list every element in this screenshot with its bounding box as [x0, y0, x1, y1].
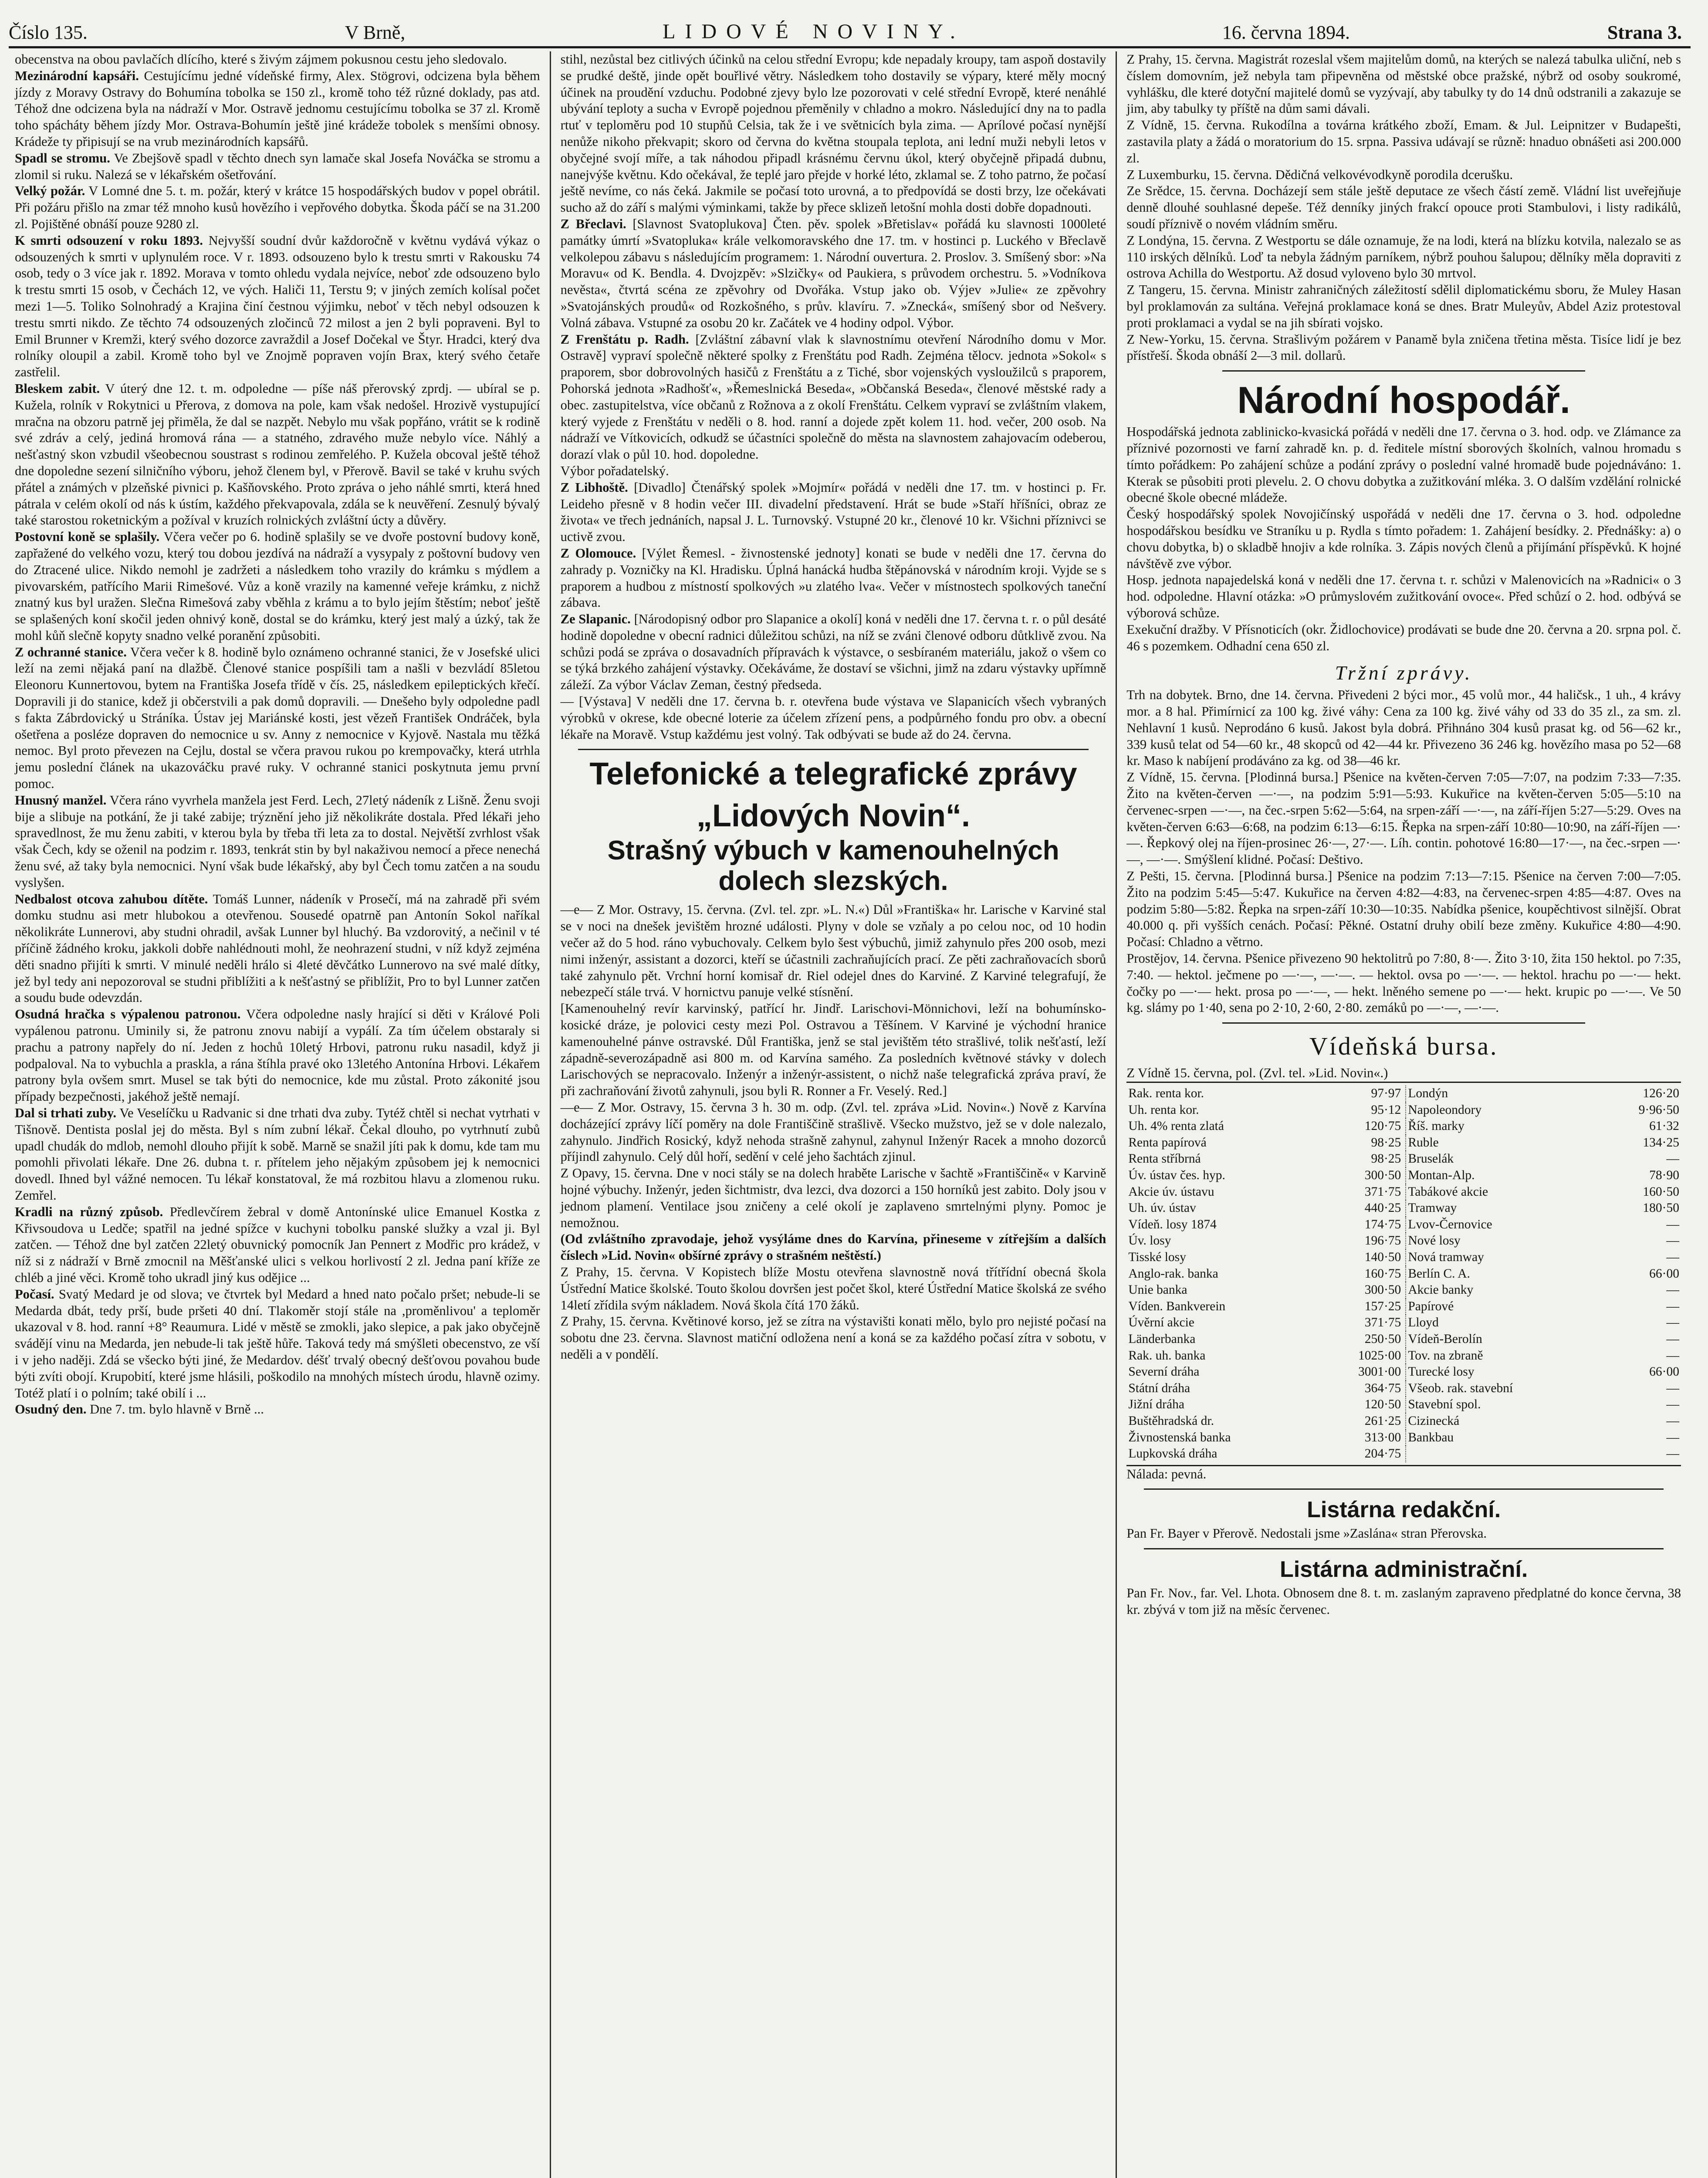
article-libhost-body: [Divadlo] Čtenářský spolek »Mojmír« pořádá v neděli dne 17. tm. v hostinci p. Fr. Leideho přesně v 8 hodin večer III. divadelní představení. Hrát se bude »Staří hříšníci, obraz ze života« ve třech jednáních, napsal J. L. Turnovský. Vstupné 20 kr., členové 10 kr. Všichni příznivci se uctivě zvou.: [560, 480, 1106, 544]
bourse-right-name: Nová tramway: [1408, 1250, 1484, 1264]
bourse-row: [1126, 1446, 1681, 1462]
article-breclav-headline: Z Břeclavi.: [560, 216, 626, 231]
article-2-body: Cestujícímu jedné vídeňské firmy, Alex. Stögrovi, odcizena byla během jízdy z Moravy Ostravy do Bohumína tobolka se 150 zl., kromě toho též různé doklady, pas atd. Téhož dne odcizena byla na nádraží v Mor. Ostravě jednomu cestujícímu tobolka se 37 zl. Kromě toho spácháty během jízdy Mor. Ostrava-Bohumín ještě jiné krádeže tobolek s menšími obnosy. Krádeže ty připisují se na vrub mezinárodních kapsářů.: [15, 68, 540, 149]
bourse-left-name: Uh. renta kor.: [1128, 1103, 1199, 1117]
bourse-left-value: 371·75: [1317, 1184, 1406, 1201]
section-divider: [578, 749, 1089, 750]
article-1: obecenstva na obou pavlačích dlícího, které s živým zájmem pokusnou cestu jeho sledovalo.: [15, 52, 507, 67]
bourse-right-value: —: [1666, 1250, 1679, 1264]
city: V Brně,: [345, 22, 406, 43]
bourse-left-name: Länderbanka: [1128, 1332, 1196, 1346]
bourse-left-value: 98·25: [1317, 1151, 1406, 1167]
bourse-row: [1126, 1167, 1681, 1184]
headline-explosion: Strašný výbuch v kamenouhelných dolech slezských.: [607, 835, 1059, 896]
article-7: [15, 529, 540, 644]
section-divider: [1144, 1488, 1664, 1490]
article-3-headline: Spadl se stromu.: [15, 150, 110, 166]
bourse-left-name: Státní dráha: [1128, 1381, 1191, 1395]
article-11-body: Včera odpoledne nasly hrající si děti v Králové Poli vypálenou patronu. Uminily si, že patronu znovu nabijí a vypálí. Za tím účelem obstaraly si prachu a patrony napřely do ní. Jeden z hochů 10letý Hrbovi, patronu ruku nasadil, když ji podpaloval. Na to vybuchla a praskla, a rána štíhla pravé oko 13letého Antonína Hrbovi. Lékařem patrony byla ovšem smrt. Musel se tak býti do nemocnice, kde mu zůstal. Proto zákonité jsou případy bezpečnosti, jakéhož ještě nemají.: [15, 1007, 540, 1104]
bourse-right-name: Stavební spol.: [1408, 1397, 1481, 1412]
bourse-row: [1126, 1430, 1681, 1446]
bourse-right-name: Tramway: [1408, 1201, 1457, 1215]
bourse-row: [1126, 1151, 1681, 1167]
bourse-right-name: Akcie banky: [1408, 1283, 1474, 1297]
bourse-row: [1126, 1233, 1681, 1249]
bourse-right-name: Londýn: [1408, 1086, 1448, 1101]
bourse-right-value: 66·00: [1649, 1266, 1679, 1281]
bourse-right-value: —: [1666, 1283, 1679, 1297]
article-9: [15, 792, 540, 891]
article-olomouc-headline: Z Olomouce.: [560, 545, 636, 561]
article-13-headline: Kradli na různý způsob.: [15, 1204, 163, 1219]
article-breclav-body: [Slavnost Svatoplukova] Čten. pěv. spolek »Břetislav« pořádá ku slavnosti 1000leté památky úmrtí »Svatopluka« krále velkomoravského dne 17. tm. v hostinci p. Luckého v Břeclavě velkolepou zábavu s následujícím programem: 1. Národní ouvertura. 2. Proslov. 3. Smíšený sbor: »Na Moravu« od K. Bendla. 4. Dvojzpěv: »Slzičky« od Paukiera, s průvodem orchestru. 5. »Vodníkova nevěsta«, čtvrtá scéna ze zpěvohry od Dvořáka. Vstup jako ob. Výjev »Julie« ze zpěvohry »Svatojánských proudů« od Rozkošného, s prův. klavíru. 7. »Znecká«, smíšený sbor od Nešvery. Volná zábava. Vstupné za osobu 20 kr. Začátek ve 4 hodiny odpol. Výbor.: [560, 216, 1106, 330]
bourse-right-value: —: [1666, 1397, 1679, 1412]
article-13-body: Předlevčírem žebral v domě Antonínské ulice Emanuel Kostka z Křivsoudova u Ledče; spatřil na jedné spížce v kuchyni tobolku panské služky a vzal ji. Byl zatčen. — Téhož dne byl zatčen 22letý obuvnický pomocník Jan Pennert z Modřic pro krádež, v níž si z nádraží v Brně zmocnil na Měšťanské ulici s velkou horlivostí 2 zl. Jedna paní kříže ze chléb a jiné věci. Kromě toho ukradl jiný kus odějice ...: [15, 1204, 540, 1285]
article-10: [15, 891, 540, 1007]
bourse-right-value: —: [1666, 1414, 1679, 1428]
market-1: Trh na dobytek. Brno, dne 14. června. Přivedeni 2 býci mor., 45 volů mor., 44 haličsk., 1 uh., 4 krávy mor. a 8 hal. Přimírnicí za 100 kg. živé váhy: Cena za 100 kg. živé váhy od 33 do 35 zl., za sm. zl. Nehlavní 1 kusů. Neprodáno 6 kusů. Jakost byla dobrá. Přihnáno 304 kusů prasat kg. od 56—62 kr., 339 kusů telat od 54—60 kr., 48 skopců od 42—44 kr. Přivezeno 36 246 kg. hovězího masa po 52—68 kr. Maso k nabíjení prodáváno za kg. od 38—46 kr.: [1126, 687, 1681, 768]
bourse-row: [1126, 1217, 1681, 1233]
bourse-right-name: Bankbau: [1408, 1430, 1454, 1444]
column-3: [1116, 51, 1691, 2178]
issue-number: Číslo 135.: [9, 22, 88, 43]
bourse-left-value: 371·75: [1317, 1315, 1406, 1331]
article-14-headline: Počasí.: [15, 1286, 54, 1302]
bourse-left-value: 140·50: [1317, 1249, 1406, 1266]
telegram-2: —e— Z Mor. Ostravy, 15. června 3 h. 30 m. odp. (Zvl. tel. zpráva »Lid. Novin«.) Nově z Karvína docházející zprávy líčí poměry na dole Františčině strašlivě. Všecko mužstvo, jež se v dole nalezalo, zahynulo. Jindřich Rosický, když nehoda strašně zahynul, zahynul Inženýr Racek a mnoho dozorců příjindl zahynulo. Celý důl hoří, sedění v celé jeho šachtách zjinul.: [560, 1100, 1106, 1164]
bourse-table: [1126, 1086, 1681, 1462]
bourse-left-value: 160·75: [1317, 1266, 1406, 1282]
bourse-left-value: 1025·00: [1317, 1348, 1406, 1364]
bourse-right-name: Tabákové akcie: [1408, 1184, 1488, 1199]
bourse-left-name: Uh. 4% renta zlatá: [1128, 1119, 1224, 1133]
bourse-right-value: 66·00: [1649, 1365, 1679, 1379]
bourse-row: [1126, 1348, 1681, 1364]
bourse-left-name: Renta papírová: [1128, 1135, 1207, 1150]
newspaper-title: LIDOVÉ NOVINY.: [663, 20, 965, 43]
bourse-left-name: Víden. Bankverein: [1128, 1299, 1226, 1313]
bourse-row: [1126, 1299, 1681, 1315]
section-heading-economy: Národní hospodář.: [1237, 379, 1570, 422]
bourse-right-name: Papírové: [1408, 1299, 1454, 1313]
bourse-row: [1126, 1331, 1681, 1348]
article-5: [15, 233, 540, 381]
bourse-left-name: Rak. uh. banka: [1128, 1348, 1206, 1363]
bourse-right-value: 180·50: [1643, 1201, 1679, 1215]
bourse-right-value: 9·96·50: [1638, 1103, 1679, 1117]
bourse-left-value: 313·00: [1317, 1430, 1406, 1446]
bourse-right-value: —: [1666, 1152, 1679, 1166]
page-number: Strana 3.: [1607, 22, 1682, 43]
masthead: [9, 13, 1691, 48]
bourse-row: [1126, 1364, 1681, 1380]
economy-4: Exekuční dražby. V Přísnoticích (okr. Židlochovice) prodávati se bude dne 20. června a 20. srpna pol. č. 46 s pozemkem. Odhadní cena 650 zl.: [1126, 622, 1681, 653]
bourse-left-name: Tisské losy: [1128, 1250, 1186, 1264]
bourse-right-name: Říš. marky: [1408, 1119, 1464, 1133]
telegram-4: Z Prahy, 15. června. V Kopistech blíže Mostu otevřena slavnostně nová třítřídní obecná škola Ústřední Matice školské. Touto školou dovršen jest počet škol, které Ústřední Matice školská ze svého 14letí zřídila svým nákladem. Nová škola čítá 170 žáků.: [560, 1265, 1106, 1312]
bourse-left-name: Vídeň. losy 1874: [1128, 1217, 1217, 1231]
bourse-row: [1126, 1380, 1681, 1397]
article-5-headline: K smrti odsouzení v roku 1893.: [15, 233, 203, 248]
article-15-headline: Osudný den.: [15, 1402, 87, 1417]
market-3: Z Pešti, 15. června. [Plodinná bursa.] Pšenice na podzim 7:13—7:15. Pšenice na červen 7:00—7:05. Žito na podzim 5:45—5:47. Kukuřice na červen 4:82—4:83, na červenec-srpen 4:85—4:87. Oves na podzim 5:80—5:82. Řepka na srpen-září 10:30—10:35. Nabídka pšenice, koupěchtivost silnější. Obrat 40.000 q. při vyšších cenách. Počasí: Pěkné. Ostatní druhy obilí beze změny. Kukuřice 4:80—4:90. Počasí: Chladno a větrno.: [1126, 869, 1681, 950]
news-new-york: Z New-Yorku, 15. června. Strašlivým požárem v Panamě byla zničena třetina města. Tisíce lidí je bez přístřeší. Škoda obnáší 2—3 mil. dollarů.: [1126, 331, 1681, 363]
issue-date: 16. června 1894.: [1222, 22, 1350, 43]
bourse-left-value: 300·50: [1317, 1282, 1406, 1299]
bourse-left-name: Úv. ústav čes. hyp.: [1128, 1168, 1225, 1182]
bourse-right-name: Nové losy: [1408, 1234, 1461, 1248]
article-frenstat-body: [Zvláštní zábavní vlak k slavnostnímu otevření Národního domu v Mor. Ostravě] vypraví společně některé spolky z Frenštátu pod Radh. Zejména tělocv. jednota »Sokol« s praporem, sbor dobrovolných hasičů z Frenštátu a z Tiché, sbor vojenských vysloužilců s praporem, Pohorská jednota »Radhošť«, »Řemeslnická Beseda«, »Občanská Beseda«, členové městské rady a obec. zastupitelstva, více občanů z Rožnova a z okolí Frenštátu. Celkem vypraví se zvláštním vlakem, který vyjede z Frenštátu v neděli o 8. hod. ranní a dojede zpět kolem 11. hod. večer, 200 osob. Na nádraží ve Vítkovicích, odkudž se účastníci společně do města na slavnostem zahajovacím odeberou, dorazí vlak o půl 10. hod. dopoledne.: [560, 331, 1106, 462]
bourse-right-value: —: [1666, 1381, 1679, 1395]
bourse-table-wrap: [1126, 1082, 1681, 1466]
article-14: [15, 1286, 540, 1402]
bourse-left-value: 261·25: [1317, 1413, 1406, 1430]
bourse-right-value: —: [1666, 1430, 1679, 1444]
bourse-right-name: Cizinecká: [1408, 1414, 1460, 1428]
article-9-body: Včera ráno vyvrhela manžela jest Ferd. Lech, 27letý nádeník z Lišně. Ženu svoji bije a slibuje na potkání, že ji také zabije; trýznění jeho již několikráte dostala. Před lékaři jeho spravedlnost, že mu ženu zabiti, v kterou byla by třeba tři leta za to dostal. Největší zvrhlost však však Čech, kdy se oženil na podzim r. 1893, tenkrát stin by byl nakaživou nemocí a přece nenechá ženu své, až taky byla nemocnici. Nyní však bude lékařský, aby byl Čech tomu zatčen a na soudu vyslyšen.: [15, 792, 540, 890]
bourse-subtitle: Z Vídně 15. června, pol. (Zvl. tel. »Lid. Novin«.): [1126, 1065, 1388, 1081]
section-heading-telegraph: Telefonické a telegrafické zprávy: [589, 757, 1077, 792]
article-8-body: Včera večer k 8. hodině bylo oznámeno ochranné stanici, že v Josefské ulici leží na zemi nějaká paní na dlažbě. Členové stanice pospíšili tam a našli v bezvládí 85letou Eleonoru Kunnertovou, bytem na Františka Josefa třídě v čís. 25, následkem epileptických křečí. Dopravili ji do stanice, kdež ji občerstvili a pak domů dopravili. — Dnešeho byly odpoledne padl s fakta Zábrdovický u Stráníka. Ústav jej Mariánské kosti, jest vězeň František Ondráček, byla ošetřena a posléze dopraven do nemocnice u sv. Anny z nemocnice v Kyjově. Nastala mu těžká nemoc. Byl proto převezen na Cejlu, dostal se včera pravou rukou po krempovačky, která utrhla jemu poslední článek na ukazováčku pravé ruky. V ochranné stanici poskytnuta jemu první pomoc.: [15, 644, 540, 791]
article-frenstat: [561, 331, 1106, 463]
article-5-body: Nejvyšší soudní dvůr každoročně v květnu vydává výkaz o odsouzených k smrti v uplynulém roce. V r. 1893. odsouzeno bylo k trestu smrti v Rakousku 74 osob, tedy o 3 více jak r. 1892. Morava v tomto ohledu vydala nejvíce, neboť zde odsouzeno bylo k trestu smrti 15 osob, v Čechách 12, ve vých. Haliči 11, Terstu 9; v jiných zemích kolísal počet mezi 1—5. Toliko Solnohradý a Krajina činí čestnou výjimku, neboť v těch nebyl odsouzen k trestu smrti nikdo. Ze těchto 74 odsouzených zločinců 72 milost a jen 2 byli popraveni. Byl to Emil Brunner v Kremži, který svého dozorce zavraždil a Josef Dočekal ve Štyr. Hradci, který dva rolníky oloupil a zabil. Kromě toho byl ve Znojmě popraven vojín Brax, který svého četaře zastřelil.: [15, 233, 540, 380]
article-4: [15, 183, 540, 232]
news-vienna: Z Vídně, 15. června. Rukodílna a továrna krátkého zboží, Emam. & Jul. Leipnitzer v Budapešti, zastavila platy a žádá o moratorium do 15. srpna. Passiva udávají se různě: hnaduo obnášeti asi 200.000 zl.: [1126, 118, 1681, 166]
bourse-row: [1126, 1249, 1681, 1266]
article-slapanice: [561, 611, 1106, 693]
article-2: [15, 68, 540, 150]
telegram-1: —e— Z Mor. Ostravy, 15. června. (Zvl. tel. zpr. »L. N.«) Důl »Františka« hr. Larische v Karviné stal se v noci na dnešek jevištěm hrozné události. Plyny v dole se vzňaly a po celou noc, od 10 hodin večer až do 5 hod. ráno vybuchovaly. Celkem bylo šest výbuchů, jimiž zahynulo přes 200 osob, mezi nimi inženýr, assistant a dozorci, kteří se účastnili zachraňujících prací. Ze pěti zachraňovacích sborů také zahynulo pět. Vrchní horní komisař dr. Riel odejel dnes do Karviné. Z Karviné telegrafují, že nebezpečí stále trvá. V hornictvu panuje velké stísnění.: [560, 902, 1106, 1000]
bourse-row: [1126, 1184, 1681, 1201]
news-prague: Z Prahy, 15. června. Magistrát rozeslal všem majitelům domů, na kterých se nalezá tabulka uliční, neb s číslem domovním, jež nebyla tam připevněna od městské obce pražské, nýbrž od osoby soukromé, vyhlášku, dle které dotyční majitelé domů se vyzývají, aby tabulky ty do 14 dnů odstranili a zakazuje se jim, aby tabulky ty příště na dům sami dávali.: [1126, 52, 1681, 116]
bourse-left-value: 250·50: [1317, 1331, 1406, 1348]
bourse-left-value: 120·75: [1317, 1118, 1406, 1135]
article-breclav: [561, 216, 1106, 331]
bourse-right-value: 160·50: [1643, 1184, 1679, 1199]
market-4: Prostějov, 14. června. Pšenice přivezeno 90 hektolitrů po 7:80, 8·—. Žito 3·10, žita 150 hektol. po 7:35, 7:40. — hektol. ječmene po —·—, —·—. — hektol. ovsa po —·—. — hektol. hrachu po —·— hekt. čočky po —·— hekt. prosa po —·—, — hekt. lněného semene po —·— hekt. krupic po —·—. Ve 50 kg. slámy po 1·40, sena po 2·10, 2·60, 2·80. zemáků po —·—, —·—.: [1126, 951, 1681, 1015]
article-14-body: Svatý Medard je od slova; ve čtvrtek byl Medard a hned nato počalo pršet; nebude-li se Medarda dbát, tedy prší, bude pršeti 40 dní. Tlakoměr stojí stále na ,proměnlivou' a teploměr ukazoval v 8. hod. ranní +8° Reaumura. Lidé v městě se zmokli, jako slepice, a pak jako obyčejně svádějí vinu na Medarda, jen nebude-li tak ještě hůře. Taková tedy má smýšleti obecenstvo, ze vší i v jeho naději. Zdá se všecko býti jiné, že Medardov. déšť trvalý obecný dešťovou povahou bude býti zvíti obojí. Krupobití, které jsme hlásili, poškodilo na mnohých místech úrodu, hlavně ozimy. Totéž platí i o polním; také obilí i ...: [15, 1286, 540, 1400]
editorial-letters-text: Pan Fr. Bayer v Přerově. Nedostali jsme »Zaslána« stran Přerovska.: [1126, 1526, 1487, 1541]
bourse-right-value: 134·25: [1643, 1135, 1679, 1150]
bourse-row: [1126, 1200, 1681, 1217]
bourse-right-value: 126·20: [1643, 1086, 1679, 1101]
bourse-row: [1126, 1266, 1681, 1282]
bourse-left-value: 3001·00: [1317, 1364, 1406, 1380]
article-3-body: Ve Zbejšově spadl v těchto dnech syn lamače skal Josefa Nováčka se stromu a zlomil si ruku. Nalezá se v lékařském ošetřování.: [15, 150, 540, 182]
bourse-left-value: 204·75: [1317, 1446, 1406, 1462]
article-13: [15, 1204, 540, 1286]
subsection-market-reports: Tržní zprávy.: [1335, 662, 1473, 684]
article-12-body: Ve Veselíčku u Radvanic si dne trhati dva zuby. Tytéž chtěl si nechat vytrhati v Tišnově. Dentista poslal jej do města. Byl s ním zubní lékař. Čekal dlouho, po vytrhnutí zubů upadl chudák do mdlob, nemohl dlouho přijít k sobě. Marně se snažil jíti pak k domu, kde tam mu pomohli přivolati lékaře. Dne 26. dubna t. r. přítelem jeho nějakým způsobem jej k nemocnici dovedl. Ihned byl vážné nemocen. Tu lékař konstatoval, že má rozbitou hlavu a zlomenou ruku. Zemřel.: [15, 1106, 540, 1203]
bourse-right-value: —: [1666, 1299, 1679, 1313]
bourse-right-value: —: [1666, 1332, 1679, 1346]
bourse-left-value: 174·75: [1317, 1217, 1406, 1233]
bourse-row: [1126, 1135, 1681, 1151]
article-12: [15, 1105, 540, 1204]
bourse-row: [1126, 1086, 1681, 1102]
article-6-body: V úterý dne 12. t. m. odpoledne — píše náš přerovský zprdj. — ubíral se p. Kužela, rolník v Rokytnici u Přerova, z domova na pole, kam však nedošel. Hrozivě vystupující mračna na obzoru patrně jej přiměla, že dal se nazpět. Nebylo mu však popřáno, vrátit se k rodině své zdráv a celý, jediná hromová rána — a statného, zdravého muže nebylo více. Náhlý a nešťastný skon vzbudil všeobecnou soustrast s rodinou zemřelého. P. Kužela obcoval ještě téhož dne dopoledne sezení silničního výboru, jehož členem byl, v Přerově. Bavil se také v kruhu svých přátel a známých v plzeňské pivnici p. Kašňovského. Proto zpráva o jeho náhlé smrti, která hned pátrala v celém okolí od nás k ústím, každého překvapovala, zdála se k neuvěření. Zesnulý bývalý také starostou roketnickým a požíval v kruzích rolnických zvláštní úcty a důvěry.: [15, 381, 540, 528]
section-divider: [1222, 1022, 1585, 1024]
bourse-table-body: [1126, 1086, 1681, 1462]
article-12-headline: Dal si trhati zuby.: [15, 1106, 117, 1120]
bourse-left-name: Rak. renta kor.: [1128, 1086, 1204, 1101]
bourse-right-value: 61·32: [1649, 1119, 1679, 1133]
bourse-right-value: 78·90: [1649, 1168, 1679, 1182]
bourse-right-value: —: [1666, 1447, 1679, 1461]
article-3: [15, 150, 540, 183]
bourse-left-name: Anglo-rak. banka: [1128, 1266, 1218, 1281]
market-2: Z Vídně, 15. června. [Plodinná bursa.] Pšenice na květen-červen 7:05—7:07, na podzim 7:33—7:35. Žito na květen-červen —·—, na podzim 5:91—5:93. Kukuřice na květen-červen 5:05—5:10 na červenec-srpen —·—, na čec.-srpen 5:62—5:64, na srpen-září —·—, na září-říjen 5:27—5:29. Oves na květen-červen 6:63—6:68, na podzim 6:13—6:15. Řepka na srpen-září 10:80—10:90, na září-říjen —·—. Řepkový olej na říjen-prosinec 26·—, 27·—. Líh. contin. pohotové 16:80—17·—, na čec.-srpen —·—, —·—. Smýšlení klidné. Počasí: Deštivo.: [1126, 770, 1681, 867]
article-7-body: Včera večer po 6. hodině splašily se ve dvoře postovní budovy koně, zapřažené do velkého vozu, který tou dobou jezdívá na nádraží a vysypaly z poštovní budovy ven do Ztracené ulice. Nikdo nemohl je zadržeti a následkem toho vrazily do krámku s mýdlem a pivovarském, patřícího Marii Rimešové. Vůz a koně vrazily na kamenné veřeje krámku, z nichž znatný kus byl uražen. Slečna Rimešová zaby vběhla z krámu a to bylo jejím štěstím; neboť ještě se splašených koní skočil jeden ohnivý koně, dostal se do krámku, který jest malý a úzký, tak že mohl kůň slečně kopyty snadno velké poranění způsobiti.: [15, 529, 540, 643]
article-4-body: V Lomné dne 5. t. m. požár, který v krátce 15 hospodářských budov v popel obrátil. Při požáru přišlo na zmar též mnoho kusů hovězího i vepřového dobytka. Škoda páčí se na 31.200 zl. Pojištěné obnáší pouze 9280 zl.: [15, 183, 540, 231]
economy-2: Český hospodářský spolek Novojičínský uspořádá v neděli dne 17. června o 3. hod. odpoledne hospodářskou besídku ve Straníku u p. Rydla s tímto pořadem: 1. Zahájení besídky. 2. Přednášky: a) o chovu dobytka, b) o skladbě hnojiv a kde rolníka. 3. Zápis nových členů a přijímání příspěvků. K hojné návštěvě zve výbor.: [1126, 507, 1681, 571]
section-divider: [1222, 370, 1585, 372]
bourse-left-value: 196·75: [1317, 1233, 1406, 1249]
article-olomouc-body: [Výlet Řemesl. - živnostenské jednoty] konati se bude v neděli dne 17. června do zahrady p. Vozničky na Kl. Hradisku. Úplná hanácká hudba štěpánovská v národním kroji. Vyjde se s praporem a hudbou z místností spolkových »u zlatého lva«. Večer v místnostech spolkových taneční zábava.: [560, 545, 1106, 610]
bourse-left-name: Buštěhradská dr.: [1128, 1414, 1214, 1428]
bourse-row: [1126, 1102, 1681, 1119]
article-6: [15, 381, 540, 529]
bourse-right-value: —: [1666, 1234, 1679, 1248]
bourse-right-name: Napoleondory: [1408, 1103, 1482, 1117]
bourse-right-name: Všeob. rak. stavební: [1408, 1381, 1513, 1395]
article-15-body: Dne 7. tm. bylo hlavně v Brně ...: [86, 1402, 264, 1417]
news-tangier: Z Tangeru, 15. června. Ministr zahraničných záležitostí sdělil diplomatickému sboru, že Muley Hasan byl proklamován za sultána. Veřejná proklamace koná se dnes. Bratr Muleyův, Abdel Aziz protestoval proti proklamaci a vydal se na jih sbírati vojsko.: [1126, 282, 1681, 330]
bourse-left-name: Uh. úv. ústav: [1128, 1201, 1196, 1215]
bourse-row: [1126, 1282, 1681, 1299]
bourse-left-name: Severní dráha: [1128, 1365, 1200, 1379]
bourse-right-name: Ruble: [1408, 1135, 1439, 1150]
article-olomouc: [561, 545, 1106, 611]
bourse-left-name: Unie banka: [1128, 1283, 1187, 1297]
article-slapanice-body: [Národopisný odbor pro Slapanice a okolí] koná v neděli dne 17. června t. r. o půl desáté hodině dopoledne v obecní radnici důležitou schůzi, na níž se zváni členové odboru důtklivě zvou. Na schůzi podá se zpráva o dosavadních přípravách k výstavce, o sesbíraném materiálu, jakož o všem co se týká brzkého zahájení výstavky. Očekáváme, že dostaví se všichni, jimž na zdaru výstavky upřímně záleží. Za výbor Václav Zeman, čestný předseda.: [560, 612, 1106, 693]
economy-3: Hosp. jednota napajedelská koná v neděli dne 17. června t. r. schůzi v Malenovicích na »Radnici« o 3 hod. odpoledne. Hlavní otázka: »O průmyslovém zužitkování ovoce«. Před schůzí o 2. hod. odbývá se výborová schůze.: [1126, 572, 1681, 620]
article-11-headline: Osudná hračka s výpalenou patronou.: [15, 1007, 241, 1022]
article-libhost-headline: Z Libhoště.: [560, 480, 628, 495]
bourse-right-name: Tov. na zbraně: [1408, 1348, 1483, 1363]
bourse-left-name: Lupkovská dráha: [1128, 1447, 1218, 1461]
bourse-row: [1126, 1118, 1681, 1135]
admin-letters-text: Pan Fr. Nov., far. Vel. Lhota. Obnosem dne 8. t. m. zaslaným zapraveno předplatné do konce června, 38 kr. zbývá v tom již na měsíc červenec.: [1126, 1586, 1681, 1617]
column-2: [550, 51, 1116, 2178]
article-8: [15, 644, 540, 792]
economy-1: Hospodářská jednota zablinicko-kvasická pořádá v neděli dne 17. června o 3. hod. odp. ve Zlámance za příznivé pozornosti ve farní zahradě kn. p. d. ředitele místní sborových školních, valnou hromadu s tímto pořádkem: Po zahájení schůze a podání zprávy o poslední valné hromadě bude pojednáváno: 1. Kterak se působiti proti plevelu. 2. O chovu dobytka a zužitkování mléka. 3. O dalším vzdělání rolnické obecné škole obecné mládeže.: [1126, 424, 1681, 505]
article-15: [15, 1401, 540, 1418]
admin-letters-heading: Listárna administrační.: [1280, 1557, 1528, 1583]
bourse-right-name: Turecké losy: [1408, 1365, 1475, 1379]
bourse-left-name: Úvěrní akcie: [1128, 1316, 1194, 1330]
bourse-left-name: Jižní dráha: [1128, 1397, 1184, 1412]
telegram-3: Z Opavy, 15. června. Dne v noci stály se na dolech hraběte Larische v šachtě »Františčině« v Karvině hojné výbuchy. Inženýr, jeden šichtmistr, dva lezci, dva dozorci a 150 horníků jest zabito. Doly jsou v jednom plamení. Ventilace jsou zničeny a celé okolí je zaplaveno smrtelnými plyny. Pomoc je nemožnou.: [560, 1166, 1106, 1230]
telegram-5: Z Prahy, 15. června. Květinové korso, jež se zítra na výstavišti konati mělo, bylo pro nejisté počasí na sobotu dne 23. června. Slavnost matiční odložena není a koná se za každého počasí zítra v sobotu, v neděli a v pondělí.: [560, 1314, 1106, 1362]
bourse-left-value: 120·50: [1317, 1397, 1406, 1413]
article-2-headline: Mezinárodní kapsáři.: [15, 68, 139, 83]
bourse-right-name: Lloyd: [1408, 1316, 1439, 1330]
article-7-headline: Postovní koně se splašily.: [15, 529, 160, 544]
bourse-left-name: Úv. losy: [1128, 1234, 1171, 1248]
bourse-right-value: —: [1666, 1348, 1679, 1363]
bourse-left-name: Renta stříbrná: [1128, 1152, 1201, 1166]
article-4-headline: Velký požár.: [15, 183, 85, 199]
article-frenstat-headline: Z Frenštátu p. Radh.: [560, 331, 689, 347]
bourse-right-name: Vídeň-Berolín: [1408, 1332, 1482, 1346]
article-8-headline: Z ochranné stanice.: [15, 644, 127, 659]
article-slapanice-headline: Ze Slapanic.: [560, 612, 631, 627]
telegram-note: [Kamenouhelný revír karvinský, patřící hr. Jindř. Larischovi-Mönnichovi, leží na bohumínsko-kosické dráze, je polovici cesty mezi Pol. Ostravou a Těšínem. V Karviné je východní hranice kamenouhelné pánve ostravské. Důl Františka, jenž se stal jevištěm této strašlivé, tolik nešťastí, leží západně-severozápadně asi 800 m. od Karvína samého. Za posledních květnové stávky v dolech Larischových se nepracovalo. Inženýr a inženýr-assistent, o nichž naše telegrafická zpráva praví, že při zachraňování životů zahynuli, jsou byli R. Ronner a Fr. Veselý. Red.]: [560, 1001, 1106, 1099]
news-sofia: Ze Srědce, 15. června. Docházejí sem stále ještě deputace ze všech částí země. Vládní list uveřejňuje denně dlouhé souhlasné depeše. Též denníky jiných frakcí opouce proti Stambulovi, i listy radikálů, soudí příznivě o novém vládním směru.: [1126, 183, 1681, 231]
article-10-body: Tomáš Lunner, nádeník v Prosečí, má na zahradě při svém domku studnu asi metr hlubokou a otevřenou. Sousedé opatrně pan Antonín Sokol naříkal několikráte Lunnerovi, aby studni ohradil, avšak Lunner byl hluchý. Ba vzdorovitý, a nečinil v té příčině žádného kroku, jakkoli dobře nahlédnouti mohl, že neohrazení studni, v níž když zejména děti snadno přijíti k smrti. V minulé neděli hrálo si 4leté děvčátko Lunnerovo na své malé dítky, jež byl tedy ani nepozoroval se studni přiblížiti a k nešťastný se přiblížit, Pro to byl Lunner zatčen a soudu bude odevzdán.: [15, 891, 540, 1005]
bourse-mood: Nálada: pevná.: [1126, 1466, 1207, 1481]
bourse-right-name: Montan-Alp.: [1408, 1168, 1475, 1182]
bourse-left-value: 157·25: [1317, 1299, 1406, 1315]
article-6-headline: Bleskem zabit.: [15, 381, 100, 396]
article-libhost: [561, 480, 1106, 545]
bourse-row: [1126, 1413, 1681, 1430]
bourse-row: [1126, 1397, 1681, 1413]
bourse-left-value: 440·25: [1317, 1200, 1406, 1217]
article-9-headline: Hnusný manžel.: [15, 792, 107, 808]
article-frenstat-signature: Výbor pořadatelský.: [560, 463, 669, 478]
bourse-right-name: Lvov-Černovice: [1408, 1217, 1492, 1231]
bourse-left-name: Živnostenská banka: [1128, 1430, 1231, 1444]
bourse-row: [1126, 1315, 1681, 1331]
bourse-title: Vídeňská bursa.: [1309, 1032, 1498, 1061]
columns: [5, 51, 1691, 2178]
bourse-left-value: 97·97: [1317, 1086, 1406, 1102]
bourse-right-name: Berlín C. A.: [1408, 1266, 1470, 1281]
bourse-left-name: Akcie úv. ústavu: [1128, 1184, 1214, 1199]
article-weather-cont: stihl, nezůstal bez citlivých účinků na celou střední Evropu; kde nepadaly kroupy, tam aspoň dostavily se prudké deště, jinde opět bouřlivé větry. Následkem toho dostavily se výpary, které měly mocný účinek na proudění vzduchu. Podobné zjevy bylo lze pozorovati v celé střední Evropě, které nenáhlé ubývání teploty a sucha v Evropě pojednou přeměnily v chladno a mokro. Následující dny na to padla rtuť v teploměru pod 10 stupňů Celsia, tak že i ve světnicích byla zima. — Aprílové počasí nynější nenůže nikoho překvapit; skoro od června do května stoupala teplota, ani lední muži nebyli letos v obyčejné svojí míře, a tak náhodou připadl krásnému červnu úkol, který obyčejně připadá dubnu, nanejvýše květnu. Kdo očekával, že teplé jaro přejde v horké léto, zklamal se. Z toho patrno, že počasí ještě nevíme, co nás čeká. Jakmile se počasí toto urovná, a to předpovídá se dosti brzy, lze očekávati sucho až do září s malými výminkami, takže by přece sklizeň letošní mohla dosti dobře dopadnouti.: [560, 52, 1106, 215]
section-heading-telegraph-paper: „Lidových Novin“.: [696, 798, 971, 834]
editorial-letters-heading: Listárna redakční.: [1307, 1497, 1501, 1523]
bourse-left-value: 364·75: [1317, 1380, 1406, 1397]
bourse-left-value: 300·50: [1317, 1167, 1406, 1184]
news-luxembourg: Z Luxemburku, 15. června. Dědičná velkovévodkyně porodila dcerušku.: [1126, 167, 1513, 182]
bourse-right-name: Bruselák: [1408, 1152, 1454, 1166]
bourse-left-value: 98·25: [1317, 1135, 1406, 1151]
column-1: [5, 51, 550, 2178]
bourse-right-value: —: [1666, 1217, 1679, 1231]
telegram-editor-note: (Od zvláštního zpravodaje, jehož vysýláme dnes do Karvína, přineseme v zítřejším a dalších číslech »Lid. Novin« obšírné zprávy o strašném neštěstí.): [560, 1231, 1106, 1263]
bourse-left-value: 95·12: [1317, 1102, 1406, 1119]
section-divider: [1144, 1548, 1664, 1549]
article-11: [15, 1006, 540, 1105]
article-vystava: — [Výstava] V neděli dne 17. června b. r. otevřena bude výstava ve Slapanicích všech vybraných výrobků v okrese, kde obecné loterie za účelem zřízení pens, a podpůrného fondu pro obv. a obecní lékaře na Moravě. Vstup každému jest volný. Tak odbývati se bude až do 24. června.: [560, 694, 1106, 742]
news-london: Z Londýna, 15. června. Z Westportu se dále oznamuje, že na lodi, která na blízku kotvila, nalezalo se as 110 irských dělníků. Loď ta nebyla žádným parníkem, nýbrž pouhou šalupou; dělníky měla dopraviti z ostrova Achilla do Westportu. Až dosud vyloveno bylo 30 mrtvol.: [1126, 233, 1681, 281]
bourse-right-value: —: [1666, 1316, 1679, 1330]
bourse-right-name: [1406, 1446, 1601, 1462]
article-10-headline: Nedbalost otcova zahubou dítěte.: [15, 891, 208, 906]
